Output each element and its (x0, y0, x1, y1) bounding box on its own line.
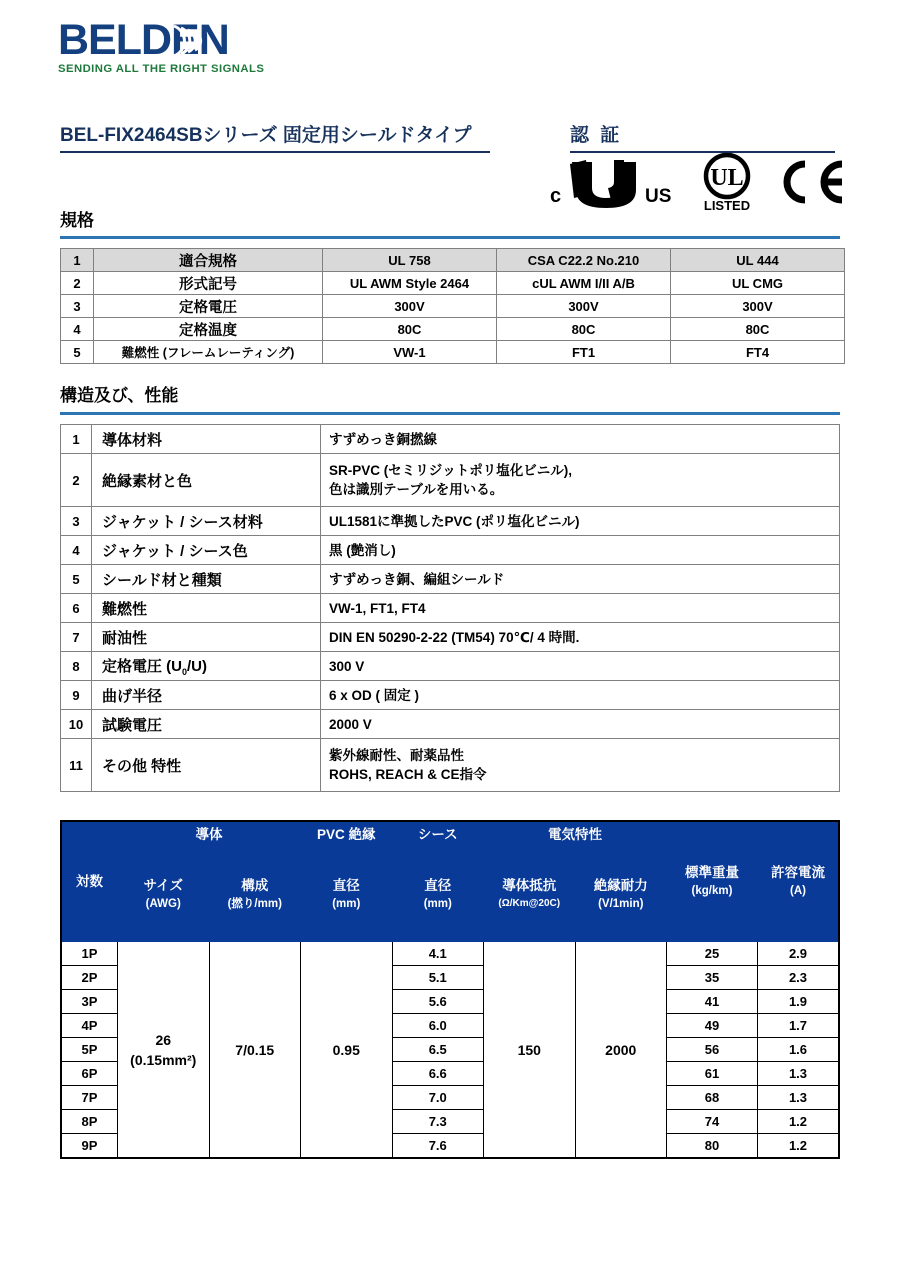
cell-value: cUL AWM I/II A/B (497, 272, 671, 295)
value-line: すずめっき銅撚線 (329, 431, 437, 447)
value-line: 色は識別テーブルを用いる。 (329, 482, 504, 497)
cell-pairs: 7P (61, 1086, 118, 1110)
col-group-conductor: 導体 (118, 821, 301, 849)
cell-pairs: 5P (61, 1038, 118, 1062)
row-label: 定格電圧 (94, 295, 323, 318)
row-number: 6 (61, 594, 92, 623)
cell-ampacity: 1.3 (758, 1062, 840, 1086)
cell-ampacity: 1.2 (758, 1110, 840, 1134)
cell-ampacity: 1.6 (758, 1038, 840, 1062)
cell-value (321, 565, 840, 594)
value-line: VW-1, FT1, FT4 (329, 600, 426, 616)
cell-value: CSA C22.2 No.210 (497, 249, 671, 272)
cell-sheath-diameter: 7.0 (392, 1086, 484, 1110)
col-header-dielectric (575, 849, 667, 942)
row-label: その他 特性 (92, 739, 321, 792)
cell-sheath-diameter: 6.0 (392, 1014, 484, 1038)
row-number: 1 (61, 425, 92, 454)
col-header-ampacity (758, 821, 840, 942)
row-label: 導体材料 (92, 425, 321, 454)
cell-value (321, 425, 840, 454)
standards-table-body (61, 249, 845, 364)
row-number: 3 (61, 295, 94, 318)
value-line: ROHS, REACH & CE指令 (329, 767, 487, 782)
row-label-voltage: 定格電圧 $(U_0/U)$ (92, 652, 321, 681)
cell-value (321, 454, 840, 507)
cell-value: FT1 (497, 341, 671, 364)
cell-value (321, 681, 840, 710)
row-label: 難燃性 (92, 594, 321, 623)
certification-marks (548, 152, 848, 214)
belden-logo (58, 18, 308, 75)
cell-value: 300V (323, 295, 497, 318)
cell-pairs: 8P (61, 1110, 118, 1134)
table-row (61, 341, 845, 364)
table-row (61, 565, 840, 594)
cell-value: UL 758 (323, 249, 497, 272)
row-label: ジャケット / シース色 (92, 536, 321, 565)
value-line: 300 V (329, 658, 365, 674)
svg-text:c: c (550, 185, 562, 207)
value-line: 紫外線耐性、耐薬品性 (329, 748, 464, 763)
cell-weight: 74 (667, 1110, 758, 1134)
col-header-construction-unit: (撚り/mm) (227, 898, 282, 910)
row-label: 難燃性 (フレームレーティング) (94, 341, 323, 364)
cell-weight: 80 (667, 1134, 758, 1159)
row-number: 1 (61, 249, 94, 272)
col-header-sheath-diameter (392, 849, 484, 942)
table-row (61, 681, 840, 710)
cell-pvc-diameter-merged: 0.95 (301, 942, 393, 1159)
cell-weight: 49 (667, 1014, 758, 1038)
table-row (61, 739, 840, 792)
svg-text:LISTED: LISTED (703, 198, 751, 213)
cell-value (321, 536, 840, 565)
row-number: 4 (61, 536, 92, 565)
cell-weight: 68 (667, 1086, 758, 1110)
cell-ampacity: 1.9 (758, 990, 840, 1014)
table-row (61, 318, 845, 341)
row-number: 5 (61, 341, 94, 364)
cell-size-area: (0.15mm²) (130, 1051, 197, 1068)
col-group-sheath: シース (392, 821, 484, 849)
cell-ampacity: 1.2 (758, 1134, 840, 1159)
table-row (61, 710, 840, 739)
table-header-group-row (61, 821, 839, 849)
row-number: 7 (61, 623, 92, 652)
col-header-ampacity-label: 許容電流 (771, 864, 825, 880)
cell-value (321, 507, 840, 536)
col-header-size (118, 849, 210, 942)
cell-sheath-diameter: 7.3 (392, 1110, 484, 1134)
col-header-weight (667, 821, 758, 942)
value-line: SR-PVC (セミリジットポリ塩化ビニル), (329, 463, 572, 478)
col-header-pairs: 対数 (61, 821, 118, 942)
logo-wordmark: BELDEN (58, 16, 229, 64)
cell-ampacity: 2.3 (758, 966, 840, 990)
row-label: ジャケット / シース材料 (92, 507, 321, 536)
col-header-weight-unit: (kg/km) (691, 884, 733, 897)
construction-section-rule (60, 412, 840, 415)
row-number: 3 (61, 507, 92, 536)
cell-pairs: 4P (61, 1014, 118, 1038)
table-row (61, 942, 839, 966)
table-row (61, 536, 840, 565)
row-label: 試験電圧 (92, 710, 321, 739)
page-title: BEL-FIX2464SBシリーズ 固定用シールドタイプ (60, 120, 490, 153)
col-header-pvc-diameter (301, 849, 393, 942)
col-header-resistance (484, 849, 576, 942)
col-header-dielectric-label: 絶縁耐力 (593, 878, 648, 893)
svg-text:®: ® (626, 162, 633, 172)
cell-value (321, 652, 840, 681)
row-label: 曲げ半径 (92, 681, 321, 710)
cell-weight: 56 (667, 1038, 758, 1062)
cell-value: UL 444 (671, 249, 845, 272)
col-header-dielectric-unit: (V/1min) (598, 898, 644, 910)
logo-tagline: SENDING ALL THE RIGHT SIGNALS (58, 63, 265, 75)
certification-title: 認 証 (570, 120, 835, 153)
row-label: 形式記号 (94, 272, 323, 295)
row-number: 5 (61, 565, 92, 594)
cell-sheath-diameter: 5.1 (392, 966, 484, 990)
cell-value: UL CMG (671, 272, 845, 295)
cell-value (321, 739, 840, 792)
cell-value: 300V (671, 295, 845, 318)
row-label: 絶縁素材と色 (92, 454, 321, 507)
table-row (61, 652, 840, 681)
row-number: 8 (61, 652, 92, 681)
value-line: 2000 V (329, 716, 372, 732)
row-number: 10 (61, 710, 92, 739)
col-header-construction (209, 849, 301, 942)
cell-resistance-merged: 150 (484, 942, 576, 1159)
col-header-pvc-diameter-label: 直径 (332, 878, 360, 893)
row-number: 2 (61, 272, 94, 295)
col-header-sheath-diameter-unit: (mm) (423, 898, 452, 910)
cell-sheath-diameter: 4.1 (392, 942, 484, 966)
row-label: 適合規格 (94, 249, 323, 272)
cable-data-table (60, 820, 840, 1159)
cell-pairs: 9P (61, 1134, 118, 1159)
cell-construction-merged: 7/0.15 (209, 942, 301, 1159)
row-number: 4 (61, 318, 94, 341)
cell-ampacity: 1.3 (758, 1086, 840, 1110)
value-line: DIN EN 50290-2-22 (TM54) 70℃/ 4 時間. (329, 629, 580, 645)
standards-section-rule (60, 236, 840, 239)
col-header-resistance-unit: (Ω/Km@20C) (498, 898, 561, 909)
cell-value: UL AWM Style 2464 (323, 272, 497, 295)
col-group-electrical: 電気特性 (484, 821, 667, 849)
cable-data-table-body (61, 942, 839, 1159)
col-header-size-label: サイズ (143, 878, 183, 893)
standards-section-heading: 規格 (60, 211, 94, 230)
row-label: 定格温度 (94, 318, 323, 341)
cell-pairs: 6P (61, 1062, 118, 1086)
cell-value (321, 594, 840, 623)
table-row (61, 272, 845, 295)
value-line: 6 x OD ( 固定 ) (329, 687, 420, 703)
col-header-ampacity-unit: (A) (790, 884, 806, 897)
cell-weight: 25 (667, 942, 758, 966)
value-line: UL1581に準拠したPVC (ポリ塩化ビニル) (329, 513, 580, 529)
col-group-pvc: PVC 絶縁 (301, 821, 393, 849)
cell-sheath-diameter: 7.6 (392, 1134, 484, 1159)
svg-text:US: US (645, 186, 672, 207)
cell-sheath-diameter: 5.6 (392, 990, 484, 1014)
table-row (61, 249, 845, 272)
cell-value: 80C (671, 318, 845, 341)
cell-size-merged (118, 942, 210, 1159)
cell-size-awg: 26 (155, 1031, 172, 1048)
cell-value: VW-1 (323, 341, 497, 364)
cell-dielectric-merged: 2000 (575, 942, 667, 1159)
table-row (61, 623, 840, 652)
cable-data-table-head (61, 821, 839, 942)
cell-value: 80C (497, 318, 671, 341)
cell-value (321, 710, 840, 739)
cell-weight: 41 (667, 990, 758, 1014)
ul-listed-mark-icon (696, 152, 758, 214)
construction-section-heading: 構造及び、性能 (60, 386, 179, 405)
row-label: シールド材と種類 (92, 565, 321, 594)
table-row (61, 594, 840, 623)
row-label: 耐油性 (92, 623, 321, 652)
construction-table (60, 424, 840, 792)
cell-sheath-diameter: 6.6 (392, 1062, 484, 1086)
col-header-size-unit: (AWG) (145, 898, 181, 910)
cell-value: 300V (497, 295, 671, 318)
col-header-resistance-label: 導体抵抗 (502, 878, 557, 893)
cell-pairs: 1P (61, 942, 118, 966)
cell-weight: 35 (667, 966, 758, 990)
cell-pairs: 2P (61, 966, 118, 990)
cell-pairs: 3P (61, 990, 118, 1014)
cell-value: 80C (323, 318, 497, 341)
cell-sheath-diameter: 6.5 (392, 1038, 484, 1062)
value-line: 黒 (艶消し) (329, 542, 396, 558)
value-line: すずめっき銅、編組シールド (329, 571, 505, 587)
cell-ampacity: 1.7 (758, 1014, 840, 1038)
culus-mark-icon (548, 156, 680, 210)
col-header-weight-label: 標準重量 (685, 864, 739, 880)
construction-table-body (61, 425, 840, 792)
cell-ampacity: 2.9 (758, 942, 840, 966)
col-header-sheath-diameter-label: 直径 (424, 878, 452, 893)
cell-weight: 61 (667, 1062, 758, 1086)
cell-value: FT4 (671, 341, 845, 364)
standards-table (60, 248, 845, 364)
cell-value (321, 623, 840, 652)
row-number: 9 (61, 681, 92, 710)
row-number: 2 (61, 454, 92, 507)
svg-text:UL: UL (710, 165, 744, 191)
ce-mark-icon (776, 158, 848, 206)
col-header-pvc-diameter-unit: (mm) (332, 898, 361, 910)
table-row (61, 295, 845, 318)
col-header-construction-label: 構成 (241, 878, 269, 893)
table-row (61, 507, 840, 536)
table-row (61, 425, 840, 454)
table-row (61, 454, 840, 507)
row-number: 11 (61, 739, 92, 792)
